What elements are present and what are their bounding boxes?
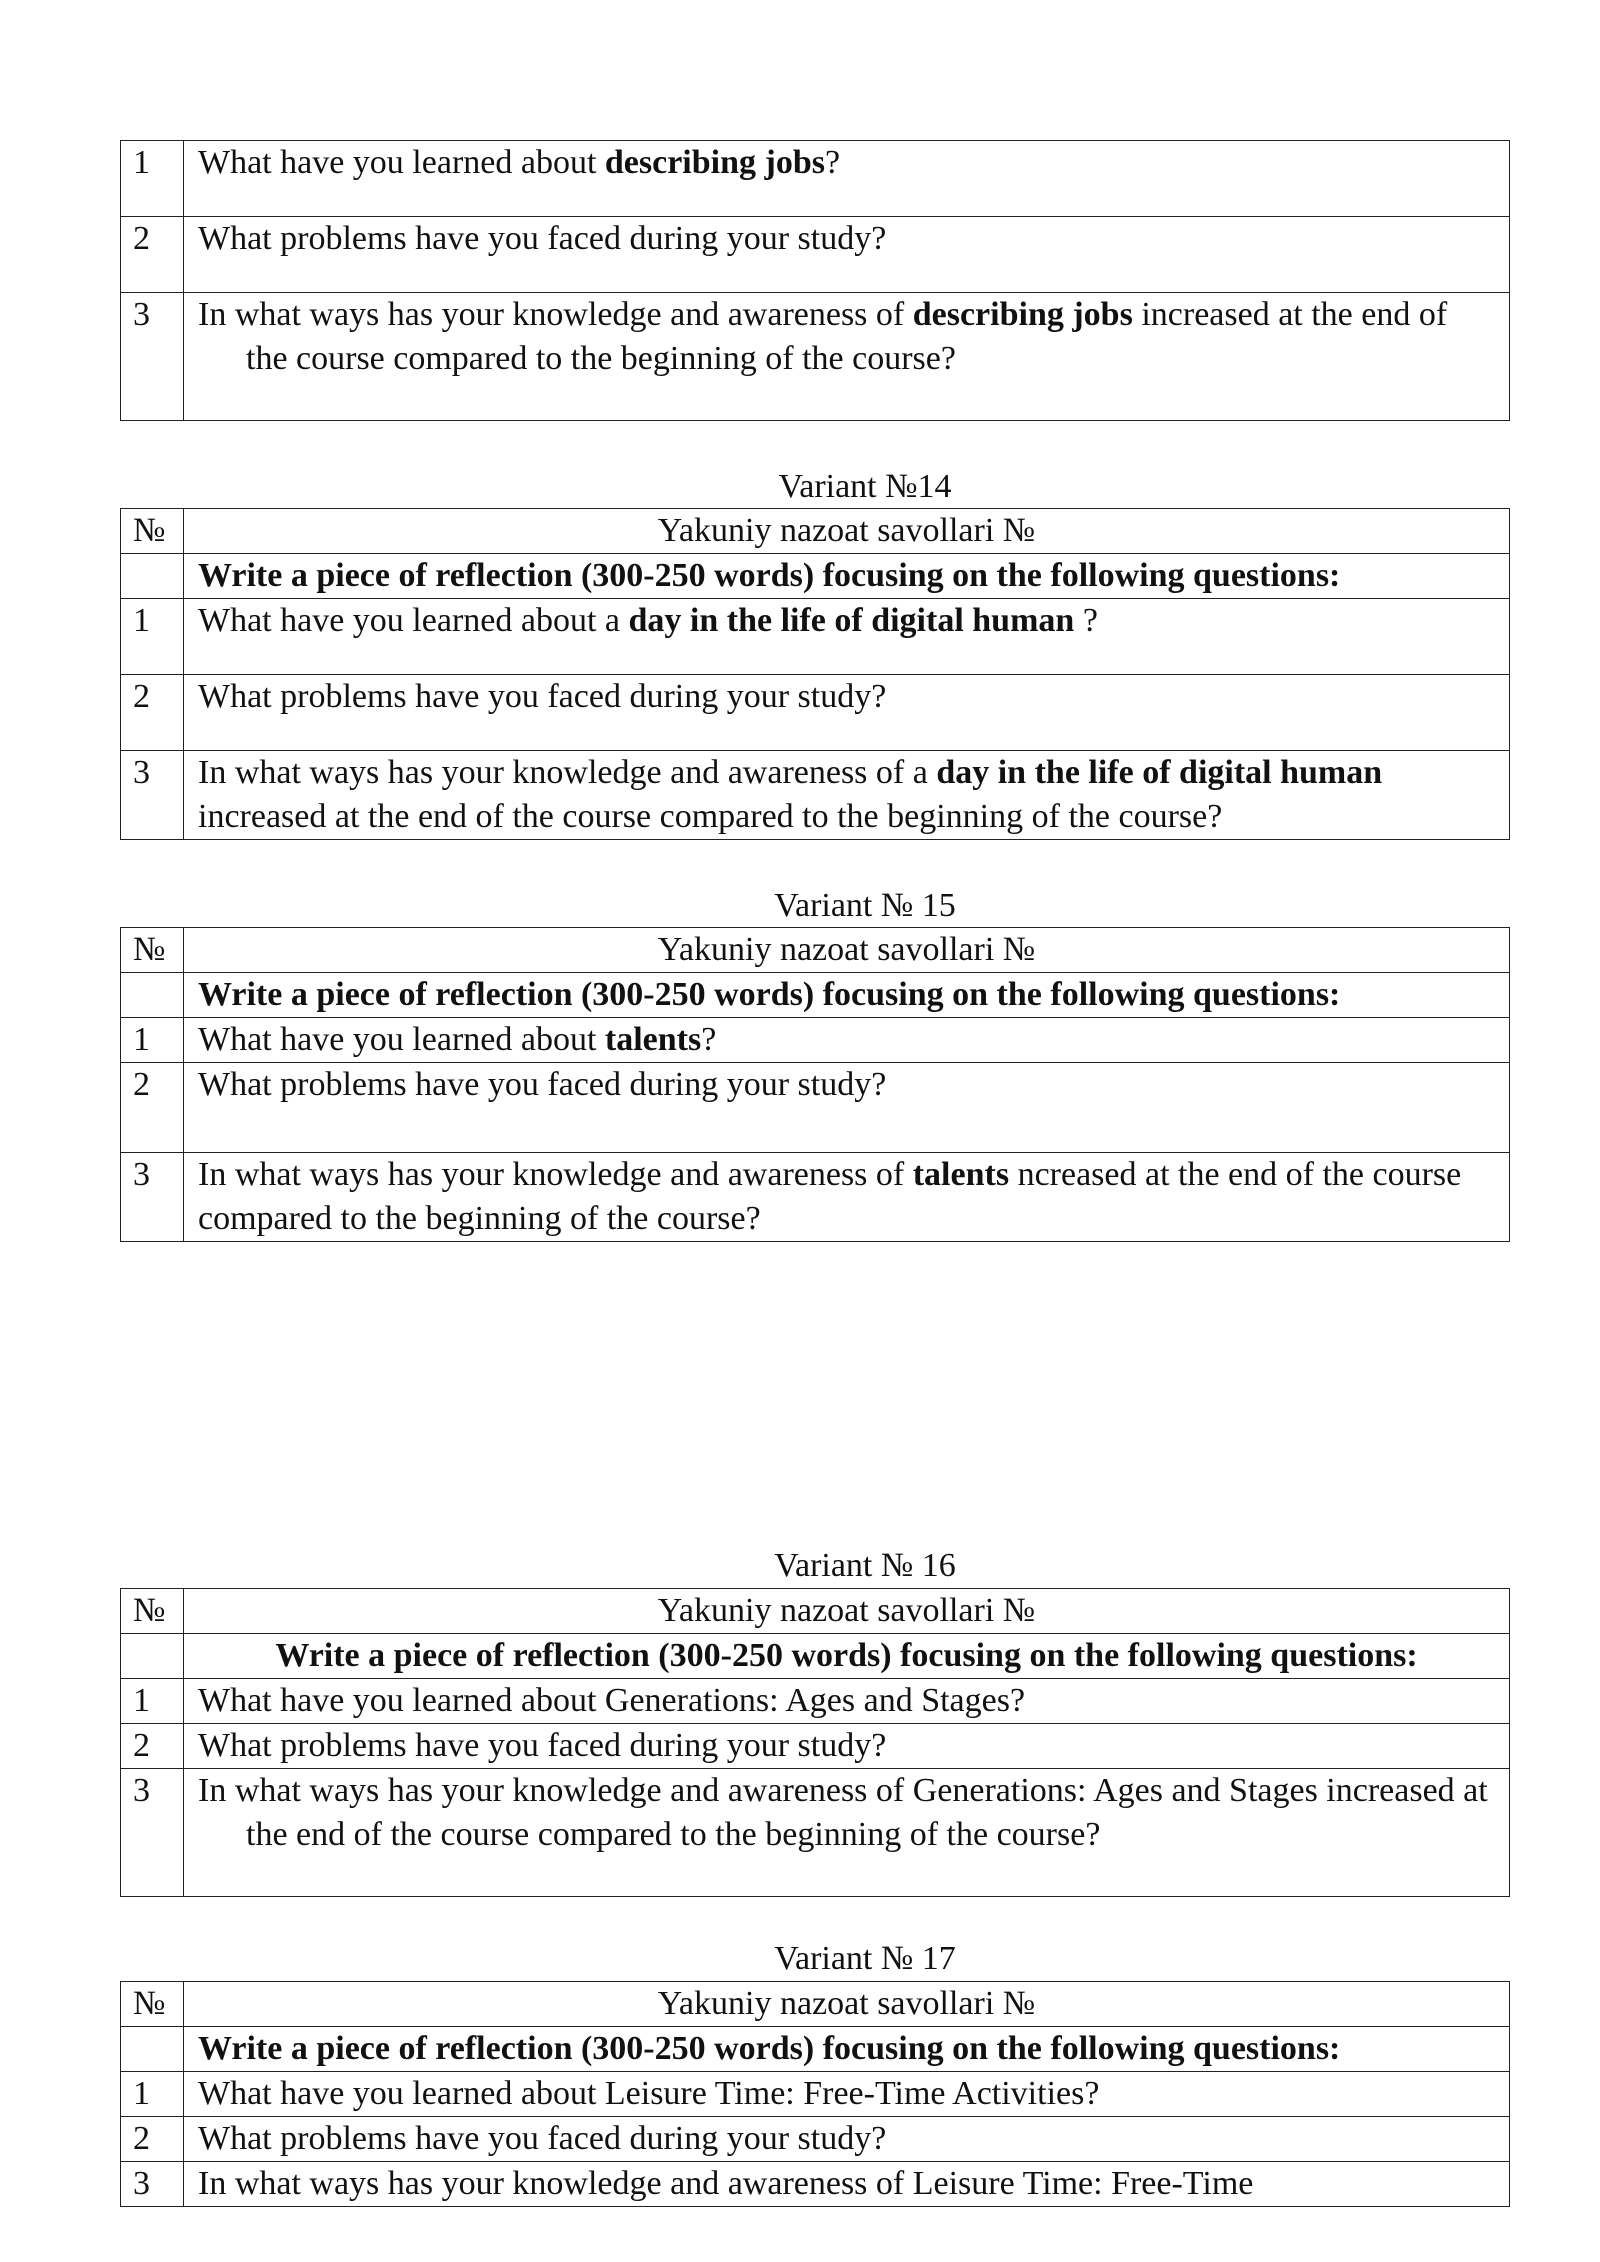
table-header: Yakuniy nazoat savollari № xyxy=(184,928,1510,973)
question-text: What problems have you faced during your study? xyxy=(184,1724,1510,1769)
question-text: In what ways has your knowledge and awareness of describing jobs increased at the end of the course compared to the beginning of the course? xyxy=(184,293,1510,421)
row-number: 3 xyxy=(121,1153,184,1242)
table-row xyxy=(121,1018,1510,1063)
table-variant-15 xyxy=(120,927,1510,1242)
table-row xyxy=(121,2117,1510,2162)
table-row xyxy=(121,1679,1510,1724)
number-header: № xyxy=(121,1982,184,2027)
question-text: What have you learned about talents? xyxy=(184,1018,1510,1063)
table-row xyxy=(121,1153,1510,1242)
row-number: 2 xyxy=(121,1724,184,1769)
question-text: In what ways has your knowledge and awareness of a day in the life of digital human increased at the end of the course compared to the beginning of the course? xyxy=(184,751,1510,840)
row-number: 1 xyxy=(121,1679,184,1724)
table-row xyxy=(121,2072,1510,2117)
row-number: 3 xyxy=(121,2162,184,2207)
table-header: Yakuniy nazoat savollari № xyxy=(184,1589,1510,1634)
question-text: What have you learned about a day in the life of digital human ? xyxy=(184,599,1510,675)
row-number: 3 xyxy=(121,751,184,840)
table-row xyxy=(121,2162,1510,2207)
table-row xyxy=(121,217,1510,293)
row-number: 2 xyxy=(121,2117,184,2162)
row-number: 2 xyxy=(121,675,184,751)
table-row xyxy=(121,599,1510,675)
instruction-text: Write a piece of reflection (300-250 words) focusing on the following questions: xyxy=(184,2027,1510,2072)
table-variant-17 xyxy=(120,1981,1510,2207)
question-text: In what ways has your knowledge and awareness of Leisure Time: Free-Time xyxy=(184,2162,1510,2207)
row-number: 3 xyxy=(121,293,184,421)
variant-title: Variant № 16 xyxy=(774,1547,956,1584)
table-header-row xyxy=(121,928,1510,973)
table-header-row xyxy=(121,509,1510,554)
row-number: 1 xyxy=(121,599,184,675)
instruction-row xyxy=(121,1634,1510,1679)
table-row xyxy=(121,1063,1510,1153)
row-number: 2 xyxy=(121,1063,184,1153)
question-text: What problems have you faced during your study? xyxy=(184,675,1510,751)
row-number: 2 xyxy=(121,217,184,293)
table-row xyxy=(121,141,1510,217)
instruction-row xyxy=(121,973,1510,1018)
instruction-text: Write a piece of reflection (300-250 words) focusing on the following questions: xyxy=(184,554,1510,599)
question-text: What have you learned about Generations: Ages and Stages? xyxy=(184,1679,1510,1724)
question-text: What problems have you faced during your study? xyxy=(184,2117,1510,2162)
question-text: What have you learned about describing jobs? xyxy=(184,141,1510,217)
row-number: 1 xyxy=(121,1018,184,1063)
instruction-text: Write a piece of reflection (300-250 words) focusing on the following questions: xyxy=(184,973,1510,1018)
row-number: 1 xyxy=(121,2072,184,2117)
instruction-row xyxy=(121,2027,1510,2072)
question-text: What problems have you faced during your study? xyxy=(184,1063,1510,1153)
table-variant-16 xyxy=(120,1588,1510,1897)
variant-title: Variant №14 xyxy=(778,468,952,505)
table-row xyxy=(121,751,1510,840)
table-header-row xyxy=(121,1589,1510,1634)
instruction-text: Write a piece of reflection (300-250 words) focusing on the following questions: xyxy=(184,1634,1510,1679)
table-header: Yakuniy nazoat savollari № xyxy=(184,509,1510,554)
table-row xyxy=(121,1769,1510,1897)
table-row xyxy=(121,675,1510,751)
variant-title: Variant № 15 xyxy=(774,887,956,924)
number-header: № xyxy=(121,1589,184,1634)
table-variant-14 xyxy=(120,508,1510,840)
table-top xyxy=(120,140,1510,421)
table-row xyxy=(121,293,1510,421)
table-header: Yakuniy nazoat savollari № xyxy=(184,1982,1510,2027)
row-number: 3 xyxy=(121,1769,184,1897)
question-text: In what ways has your knowledge and awareness of talents ncreased at the end of the course compared to the beginning of the course? xyxy=(184,1153,1510,1242)
table-row xyxy=(121,1724,1510,1769)
question-text: What problems have you faced during your study? xyxy=(184,217,1510,293)
number-header: № xyxy=(121,928,184,973)
question-text: What have you learned about Leisure Time: Free-Time Activities? xyxy=(184,2072,1510,2117)
row-number: 1 xyxy=(121,141,184,217)
table-header-row xyxy=(121,1982,1510,2027)
instruction-row xyxy=(121,554,1510,599)
number-header: № xyxy=(121,509,184,554)
variant-title: Variant № 17 xyxy=(774,1940,956,1977)
question-text: In what ways has your knowledge and awareness of Generations: Ages and Stages increased at the end of the course compared to the beginning of the course? xyxy=(184,1769,1510,1897)
